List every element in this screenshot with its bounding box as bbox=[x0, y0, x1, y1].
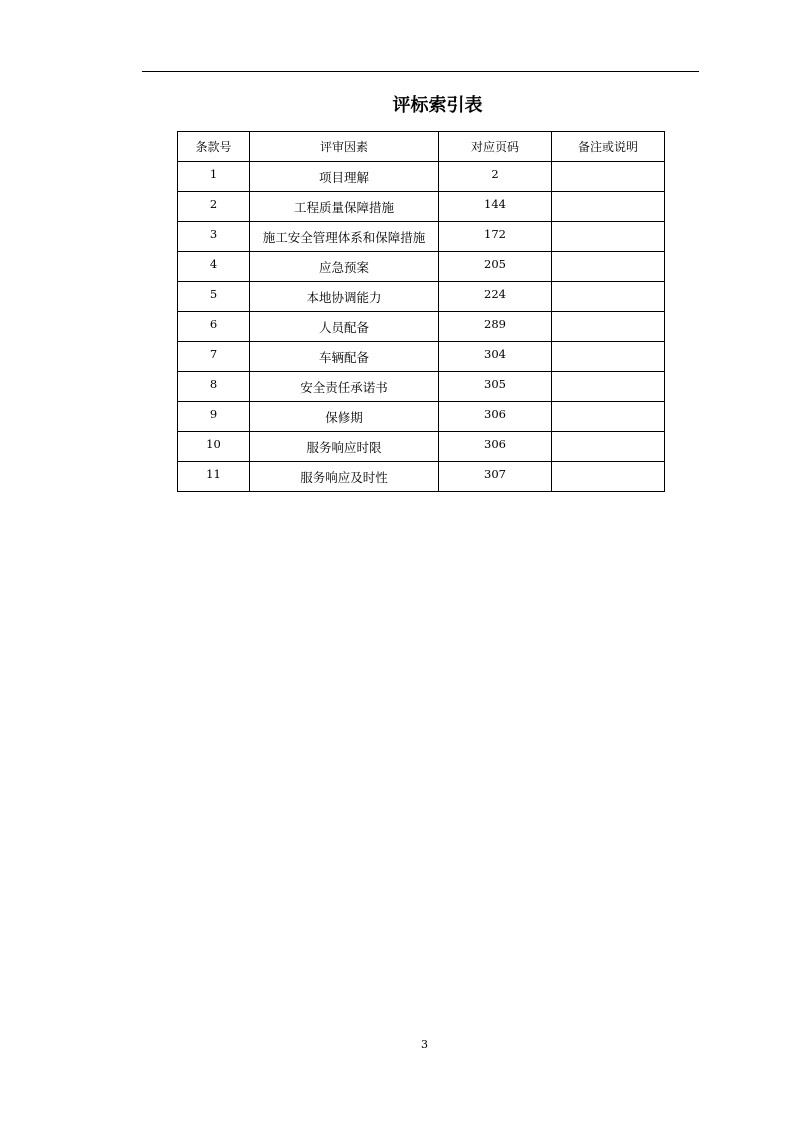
table-row bbox=[178, 222, 665, 252]
page-number-value: 2 bbox=[491, 167, 499, 181]
table-row bbox=[178, 282, 665, 312]
factor-text: 应急预案 bbox=[318, 260, 369, 275]
header-rule bbox=[142, 71, 699, 72]
factor-text: 本地协调能力 bbox=[306, 290, 382, 305]
table-row bbox=[178, 462, 665, 492]
column-header-page: 对应页码 bbox=[439, 132, 552, 162]
factor-text: 车辆配备 bbox=[318, 350, 369, 365]
clause-number: 4 bbox=[209, 257, 218, 271]
clause-number: 7 bbox=[209, 347, 218, 361]
clause-cell bbox=[178, 342, 250, 372]
factor-cell bbox=[250, 222, 439, 252]
clause-number: 1 bbox=[209, 167, 218, 181]
factor-cell bbox=[250, 162, 439, 192]
table-row bbox=[178, 432, 665, 462]
table-row bbox=[178, 312, 665, 342]
page-cell bbox=[439, 402, 552, 432]
clause-number: 10 bbox=[206, 437, 221, 451]
column-header-remark: 备注或说明 bbox=[552, 132, 665, 162]
page-cell bbox=[439, 312, 552, 342]
clause-number: 8 bbox=[209, 377, 218, 391]
page-number-value: 306 bbox=[484, 437, 506, 451]
bid-index-table bbox=[177, 131, 665, 492]
remark-cell bbox=[552, 342, 665, 372]
page-cell bbox=[439, 432, 552, 462]
factor-cell bbox=[250, 462, 439, 492]
table-row bbox=[178, 192, 665, 222]
page-cell bbox=[439, 462, 552, 492]
page-cell bbox=[439, 282, 552, 312]
table-header-row bbox=[178, 132, 665, 162]
table-row bbox=[178, 162, 665, 192]
clause-number: 5 bbox=[209, 287, 218, 301]
remark-cell bbox=[552, 282, 665, 312]
page-number-value: 305 bbox=[484, 377, 506, 391]
page-cell bbox=[439, 222, 552, 252]
factor-cell bbox=[250, 342, 439, 372]
remark-cell bbox=[552, 432, 665, 462]
clause-number: 2 bbox=[209, 197, 218, 211]
table-row bbox=[178, 372, 665, 402]
remark-cell bbox=[552, 372, 665, 402]
page-cell bbox=[439, 192, 552, 222]
factor-cell bbox=[250, 282, 439, 312]
table-row bbox=[178, 252, 665, 282]
factor-text: 安全责任承诺书 bbox=[300, 380, 388, 395]
clause-cell bbox=[178, 252, 250, 282]
factor-text: 工程质量保障措施 bbox=[293, 200, 394, 215]
clause-cell bbox=[178, 372, 250, 402]
page-footer-number: 3 bbox=[421, 1038, 428, 1051]
factor-cell bbox=[250, 372, 439, 402]
factor-cell bbox=[250, 402, 439, 432]
remark-cell bbox=[552, 222, 665, 252]
factor-cell bbox=[250, 432, 439, 462]
factor-text: 项目理解 bbox=[318, 170, 369, 185]
clause-number: 6 bbox=[209, 317, 218, 331]
clause-cell bbox=[178, 192, 250, 222]
factor-cell bbox=[250, 192, 439, 222]
clause-cell bbox=[178, 432, 250, 462]
page-cell bbox=[439, 252, 552, 282]
remark-cell bbox=[552, 192, 665, 222]
factor-cell bbox=[250, 312, 439, 342]
page-number-value: 307 bbox=[484, 467, 506, 481]
table-row bbox=[178, 342, 665, 372]
page-number-value: 304 bbox=[484, 347, 506, 361]
page-title: 评标索引表 bbox=[392, 95, 483, 116]
clause-number: 9 bbox=[209, 407, 218, 421]
clause-number: 11 bbox=[206, 467, 221, 481]
page-cell bbox=[439, 342, 552, 372]
clause-cell bbox=[178, 162, 250, 192]
factor-text: 人员配备 bbox=[318, 320, 369, 335]
clause-cell bbox=[178, 462, 250, 492]
column-header-clause: 条款号 bbox=[178, 132, 250, 162]
clause-cell bbox=[178, 282, 250, 312]
page-number-value: 144 bbox=[484, 197, 506, 211]
remark-cell bbox=[552, 462, 665, 492]
column-header-factor: 评审因素 bbox=[250, 132, 439, 162]
page-cell bbox=[439, 372, 552, 402]
page-number-value: 224 bbox=[484, 287, 506, 301]
clause-number: 3 bbox=[209, 227, 218, 241]
clause-cell bbox=[178, 312, 250, 342]
factor-cell bbox=[250, 252, 439, 282]
page-number-value: 172 bbox=[484, 227, 506, 241]
factor-text: 服务响应时限 bbox=[306, 440, 382, 455]
remark-cell bbox=[552, 252, 665, 282]
clause-cell bbox=[178, 222, 250, 252]
remark-cell bbox=[552, 162, 665, 192]
table-row bbox=[178, 402, 665, 432]
factor-text: 服务响应及时性 bbox=[300, 470, 388, 485]
page-number-value: 289 bbox=[484, 317, 506, 331]
factor-text: 施工安全管理体系和保障措施 bbox=[262, 230, 426, 245]
factor-text: 保修期 bbox=[325, 410, 363, 425]
page-cell bbox=[439, 162, 552, 192]
remark-cell bbox=[552, 312, 665, 342]
page-number-value: 205 bbox=[484, 257, 506, 271]
remark-cell bbox=[552, 402, 665, 432]
clause-cell bbox=[178, 402, 250, 432]
page-number-value: 306 bbox=[484, 407, 506, 421]
